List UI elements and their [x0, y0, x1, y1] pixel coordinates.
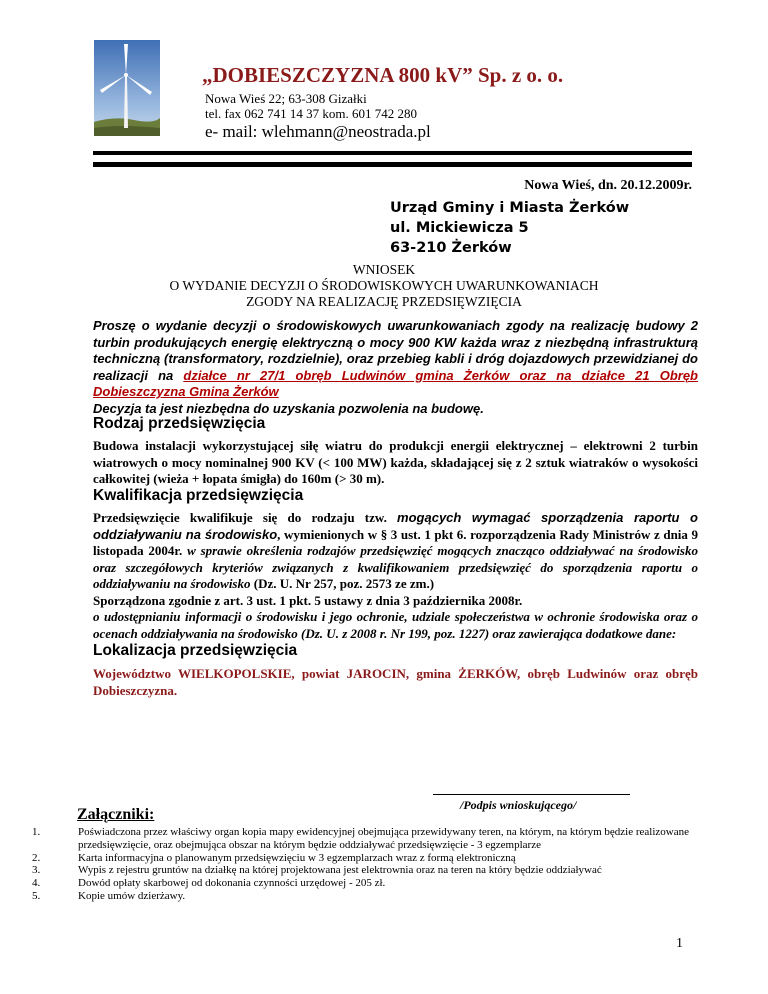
document-date: Nowa Wieś, dn. 20.12.2009r.: [524, 178, 692, 193]
page-number: 1: [676, 936, 683, 951]
attachments-list: [32, 826, 712, 903]
qualification-text-5: o udostępnianiu informacji o środowisku i jego ochronie, udziale społeczeństwa w ochronie środowiska oraz o ocenach oddziaływania na środowisko (Dz. U. z 2008 r. Nr 199, poz. 1227) oraz zawierająca dodatkowe dane:: [93, 609, 698, 641]
section-location-text: Województwo WIELKOPOLSKIE, powiat JAROCIN, gmina ŻERKÓW, obręb Ludwinów oraz obręb Dobieszczyzna.: [93, 666, 698, 698]
request-text: Proszę o wydanie decyzji o środowiskowych uwarunkowaniach zgody na realizację budowy 2 turbin produkujących energię elektryczną o mocy 900 KW każda wraz z niezbędną infrastrukturą techniczną (transformatory, rozdzielnie), oraz przebieg kabli i dróg dojazdowych przewidzianej do realizacji na: [93, 318, 698, 383]
request-paragraph: [93, 318, 698, 417]
attachments-heading: Załączniki:: [77, 806, 155, 823]
title-line-3: ZGODY NA REALIZACJĘ PRZEDSIĘWZIĘCIA: [246, 294, 522, 309]
section-type-text: Budowa instalacji wykorzystującej siłę wiatru do produkcji energii elektrycznej – elektrowni 2 turbin wiatrowych o mocy nominalnej 900 KV (< 100 MW) każda, składającej się z 2 sztuk wiatraków o wysokości całkowitej (wieża + łopata śmigła) do 160m (> 30 m).: [93, 438, 698, 486]
request-purpose: Decyzja ta jest niezbędna do uzyskania pozwolenia na budowę.: [93, 400, 484, 416]
recipient-line-3: 63-210 Żerków: [390, 240, 512, 256]
list-item: 1. Poświadczona przez właściwy organ kopia mapy ewidencyjnej obejmująca przewidywany teren, na którym, na którym będzie realizowane przedsięwzięcie, oraz obejmująca obszar na którym będzie oddziaływać przedsięwzięcie - 3 egzemplarze: [32, 826, 689, 851]
section-heading-type: Rodzaj przedsięwzięcia: [93, 415, 266, 432]
wind-turbine-logo: [94, 40, 160, 136]
company-name: „DOBIESZCZYZNA 800 kV” Sp. z o. o.: [202, 63, 564, 87]
company-email: e- mail: wlehmann@neostrada.pl: [205, 122, 431, 141]
qualification-text-3: (Dz. U. Nr 257, poz. 2573 ze zm.): [250, 576, 435, 591]
company-address: Nowa Wieś 22; 63-308 Gizałki: [205, 91, 367, 106]
qualification-text-1: Przedsięwzięcie kwalifikuje się do rodzaju tzw.: [93, 510, 398, 525]
header-divider-thin: [93, 151, 692, 155]
list-item: 2. Karta informacyjna o planowanym przedsięwzięciu w 3 egzemplarzach wraz z formą elektroniczną: [32, 851, 516, 864]
section-heading-location: Lokalizacja przedsięwzięcia: [93, 642, 298, 659]
signature-label: /Podpis wnioskującego/: [460, 798, 577, 812]
section-heading-qualification: Kwalifikacja przedsięwzięcia: [93, 487, 304, 504]
qualification-italic-2: w sprawie określenia rodzajów przedsięwzięć mogących znacząco oddziaływać na środowisko oraz szczegółowych kryteriów związanych z kwalifikowaniem przedsięwzięć do sporządzenia raportu o oddziaływaniu na środowisko: [93, 543, 698, 591]
title-line-2: O WYDANIE DECYZJI O ŚRODOWISKOWYCH UWARUNKOWANIACH: [169, 278, 599, 293]
wind-turbine-icon: [94, 40, 160, 136]
signature-line: [433, 794, 630, 795]
title-line-1: WNIOSEK: [352, 262, 416, 277]
recipient-line-1: Urząd Gminy i Miasta Żerków: [390, 200, 630, 216]
recipient-line-2: ul. Mickiewicza 5: [390, 220, 529, 236]
header-divider-thick: [93, 162, 692, 167]
list-item: 4. Dowód opłaty skarbowej od dokonania czynności urzędowej - 205 zł.: [32, 877, 386, 890]
list-item: 5. Kopie umów dzierżawy.: [32, 889, 186, 902]
qualification-text-4: Sporządzona zgodnie z art. 3 ust. 1 pkt. 5 ustawy z dnia 3 października 2008r.: [93, 592, 523, 608]
section-qualification-text: [93, 510, 698, 642]
qualification-text-2: , wymienionych w § 3 ust. 1 pkt 6. rozporządzenia Rady Ministrów z dnia 9 listopada 2004r.: [93, 526, 698, 558]
plot-reference: działce nr 27/1 obręb Ludwinów gmina Żerków oraz na działce 21 Obręb Dobieszczyzna Gmina Żerków: [93, 367, 698, 399]
qualification-italic-1: mogących wymagać sporządzenia raportu o oddziaływaniu na środowisko: [93, 510, 698, 542]
company-phone: tel. fax 062 741 14 37 kom. 601 742 280: [205, 106, 417, 121]
list-item: 3. Wypis z rejestru gruntów na działkę na której projektowana jest elektrownia oraz na teren na który będzie oddziaływać: [32, 864, 602, 877]
